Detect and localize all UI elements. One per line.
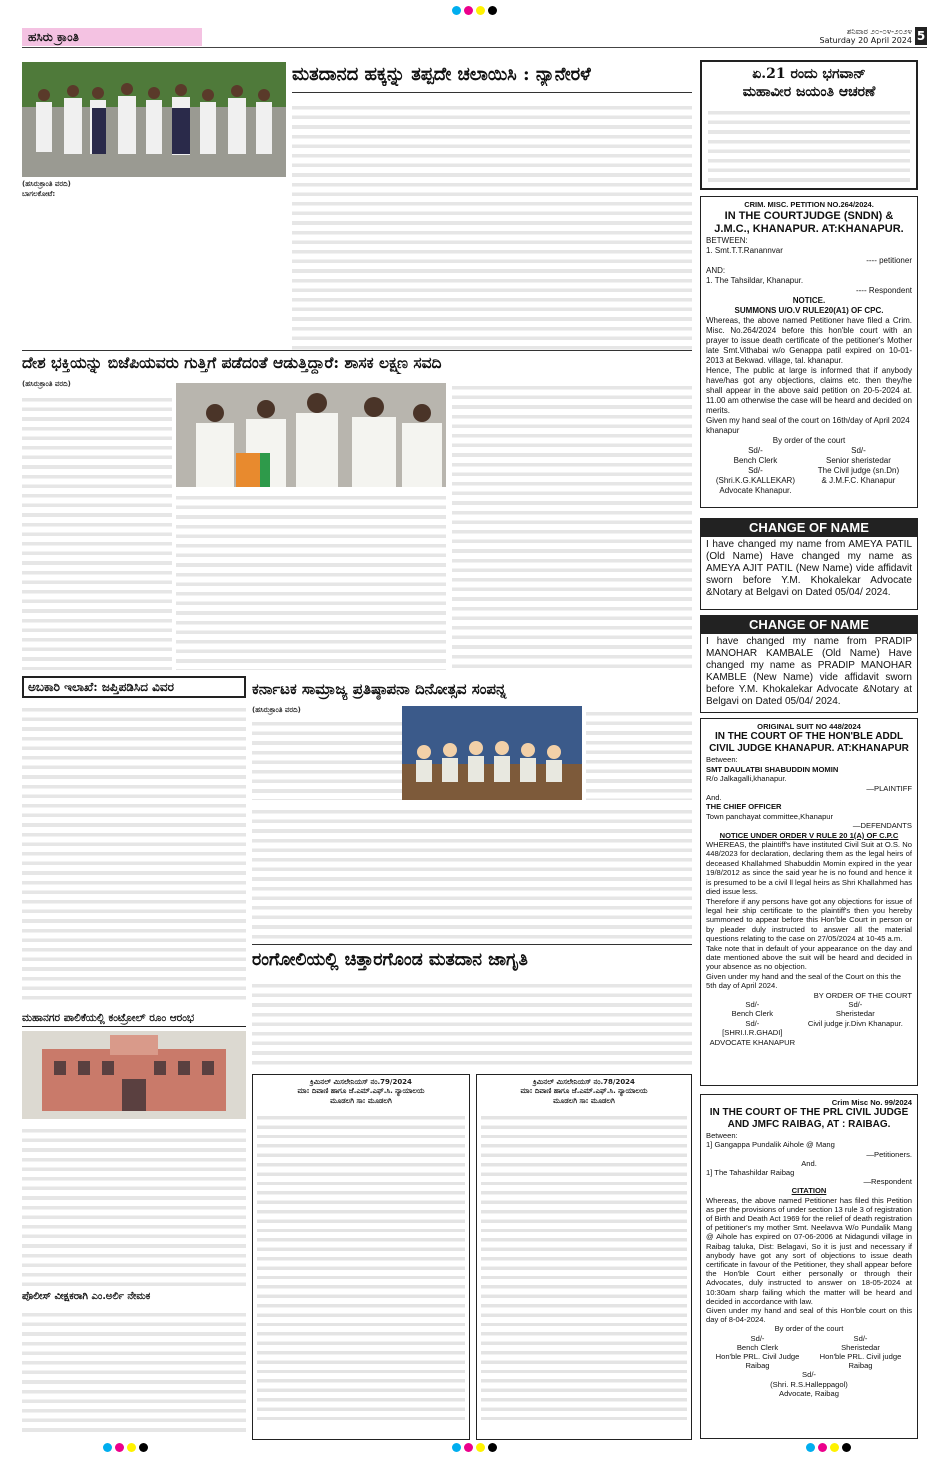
- p264-respondent-tag: ---- Respondent: [855, 286, 912, 295]
- s448-body2: Therefore if any persons have got any objections for issue of legal heir ship certificate to the plaintiff's then you hereby summoned to appear before this Hon'ble Court in person or by pleader duly instructed to answer all the material questions relating to the case on 27/05/2024 at 10-45 a.m.: [706, 896, 912, 944]
- rangoli-headline: ರಂಗೋಲಿಯಲ್ಲಿ ಚಿತ್ತಾರಗೊಂಡ ಮತದಾನ ಜಾಗೃತಿ: [252, 950, 528, 970]
- p264-court: IN THE COURTJUDGE (SNDN) & J.M.C., KHANAPUR. AT:KHANAPUR.: [714, 210, 904, 235]
- m99-order: By order of the court: [774, 1324, 844, 1334]
- reg-mark-magenta: [115, 1443, 124, 1452]
- m99-raibag-1: Raibag: [745, 1361, 770, 1371]
- misc-99-notice: [700, 1094, 918, 1439]
- control-room-box: [22, 1010, 246, 1440]
- page-number: 5: [916, 29, 926, 43]
- reg-mark-magenta: [818, 1443, 827, 1452]
- s448-defendant-tag: —DEFENDANTS: [852, 821, 912, 831]
- control-room-headline: ಮಹಾನಗರ ಪಾಲಿಕೆಯಲ್ಲಿ ಕಂಟ್ರೋಲ್ ರೂಂ ಆರಂಭ: [22, 1010, 246, 1027]
- date-kannada: ಶನಿವಾರ ೨೦-೦೪-೨೦೨೪: [846, 27, 912, 36]
- m99-court: IN THE COURT OF THE PRL CIVIL JUDGE AND JMFC RAIBAG, AT : RAIBAG.: [709, 1107, 909, 1131]
- m99-respondent-tag: —Respondent: [863, 1177, 912, 1187]
- s448-civil-judge: Civil judge jr.Divn Khanapur.: [807, 1018, 903, 1028]
- divider: [252, 944, 692, 945]
- paper-name: ಹಸಿರು ಕ್ರಾಂತಿ: [22, 28, 202, 46]
- m99-body1: Whereas, the above named Petitioner has filed this Petition as per the provisions of under section 13 rule 3 of registration of Birth and Death Act 1969 for the relief of death registration of petitioner's my mother Smt. Neelavva W/o Pundalik Mang @ Aihole has expired on 07-06-2006 at Nidagundi village in Raibag taluka, Dist: Belagavi, So it is just and necessary if anybody have got any sort of objections to issue death certificate in favour of the Petitioner, they shall appear before the Hon'ble Court either personally or through their Advocates, duly instructed to answer on 18-05-2024 at 10:30am sharp failing which the matter will be heard and decided in accordance with law.: [706, 1195, 912, 1306]
- reg-mark-magenta: [464, 6, 473, 15]
- reg-mark-yellow: [476, 6, 485, 15]
- reg-mark-yellow: [830, 1443, 839, 1452]
- police-headline: ಪೊಲೀಸ್ ವೀಕ್ಷಕರಾಗಿ ಎಂ.ಅರ್ಲಿ ನೇಮಕ: [22, 1291, 151, 1302]
- k79-court: ಮಾ: ದಿವಾಣಿ ಹಾಗೂ ಜೆ.ಎಮ್.ಎಫ್.ಸಿ. ನ್ಯಾಯಾಲಯ: [297, 1087, 425, 1096]
- p264-jmfc: & J.M.F.C. Khanapur: [821, 476, 896, 485]
- k78-body: [481, 1110, 687, 1426]
- reg-mark-black: [488, 6, 497, 15]
- karnataka-body-1: [252, 716, 402, 800]
- m99-signatures: [706, 1334, 912, 1371]
- k79-place: ಮೂಡಲಗಿ ಸಾ: ಮೂಡಲಗಿ: [330, 1096, 392, 1105]
- rally-stage-photo: [176, 383, 446, 487]
- s448-sd-3: Sd/-: [848, 999, 863, 1009]
- s448-body1: WHEREAS, the plaintiff's have instituted Civil Suit at O.S. No 448/2023 for declaration, declaring them as the legal heirs of deceased Khallahmed Shabuddin Momin expired in the year 19/8/2012 as since the said year he is no found and hence it is presumed to be a civil ll legal heirs as Shri Khallahmed has died issue less.: [706, 840, 912, 897]
- k78-title: ಕ್ರಿಮಿನಲ್ ಮಿಸಲೇನಿಯಸ್ ನಂ.78/2024: [533, 1078, 635, 1086]
- mahavir-headline-2: ಮಹಾವೀರ ಜಯಂತಿ ಆಚರಣೆ: [742, 84, 876, 100]
- masthead: [22, 27, 927, 48]
- voting-right-place: ಬಾಗಲಕೋಟೆ:: [22, 189, 56, 198]
- k78-court: ಮಾ: ದಿವಾಣಿ ಹಾಗೂ ಜೆ.ಎಮ್.ಎಫ್.ಸಿ. ನ್ಯಾಯಾಲಯ: [520, 1087, 648, 1096]
- s448-bench-clerk: Bench Clerk: [731, 1009, 774, 1019]
- m99-body2: Given under my hand and seal of this Hon'ble court on this day of 8-04-2024.: [706, 1306, 912, 1325]
- voting-right-body: [22, 180, 288, 350]
- voting-right-source: (ಹಸಿರುಕ್ರಾಂತಿ ವರದಿ): [22, 180, 71, 188]
- change-of-name-1: [700, 518, 918, 610]
- p264-senior-sheristedar: Senior sheristedar: [825, 456, 891, 465]
- excise-headline: ಅಬಕಾರಿ ಇಲಾಖೆ: ಜಪ್ತಿಪಡಿಸಿದ ವಿವರ: [22, 676, 246, 698]
- p264-civil-judge: The Civil judge (sn.Dn): [817, 466, 900, 475]
- s448-between: Between:: [706, 755, 738, 765]
- k78-place: ಮೂಡಲಗಿ ಸಾ: ಮೂಡಲಗಿ: [553, 1096, 615, 1105]
- p264-respondent: 1. The Tahsildar, Khanapur.: [706, 276, 804, 285]
- s448-defendant: THE CHIEF OFFICER: [706, 802, 782, 812]
- building-photo: [22, 1031, 246, 1119]
- m99-sd-3: Sd/-: [802, 1370, 816, 1380]
- p264-notice: NOTICE.: [792, 296, 826, 305]
- karnataka-headline: ಕರ್ನಾಟಕ ಸಾಮ್ರಾಜ್ಯ ಪ್ರತಿಷ್ಠಾಪನಾ ದಿನೋತ್ಸವ ಸಂಪನ್ನ: [252, 680, 507, 698]
- reg-mark-cyan: [103, 1443, 112, 1452]
- m99-advocate: (Shri. R.S.Halleppagol): [770, 1379, 848, 1389]
- date-block: [767, 27, 927, 47]
- s448-sheristedar: Sheristedar: [835, 1009, 875, 1019]
- k79-body: [257, 1110, 465, 1426]
- s448-sd-1: Sd/-: [745, 999, 760, 1009]
- m99-and: And.: [801, 1158, 817, 1168]
- m99-between: Between:: [706, 1131, 738, 1141]
- voting-right-headline: ಮತದಾನದ ಹಕ್ಕನ್ನು ತಪ್ಪದೇ ಚಲಾಯಿಸಿ : ನ್ಯಾನೇರಳೆ: [292, 64, 591, 85]
- reg-mark-black: [488, 1443, 497, 1452]
- reg-mark-yellow: [476, 1443, 485, 1452]
- s448-order: BY ORDER OF THE COURT: [813, 990, 912, 1000]
- reg-mark-cyan: [452, 6, 461, 15]
- karnataka-body-2: [586, 706, 692, 800]
- change-of-name-2: [700, 615, 918, 713]
- m99-sd-1: Sd/-: [750, 1333, 765, 1343]
- k79-title: ಕ್ರಿಮಿನಲ್ ಮಿಸಲೇನಿಯಸ್ ನಂ.79/2024: [310, 1078, 412, 1086]
- p264-order: By order of the court: [772, 436, 846, 445]
- excise-box: [22, 676, 246, 1006]
- mahavir-headline-1: ಏ.21 ರಂದು ಭಗವಾನ್: [752, 66, 866, 82]
- m99-sd-2: Sd/-: [853, 1333, 868, 1343]
- patriotism-body: [22, 392, 172, 670]
- patriotism-headline: ದೇಶ ಭಕ್ತಿಯನ್ನು ಬಿಜೆಪಿಯವರು ಗುತ್ತಿಗೆ ಪಡೆದಂತೆ ಆಡುತ್ತಿದ್ದಾರೆ: ಶಾಸಕ ಲಕ್ಷ್ಮಣ ಸವದಿ: [22, 353, 442, 372]
- ceremony-photo-art: [402, 706, 582, 800]
- change1-title: CHANGE OF NAME: [701, 519, 917, 537]
- stage-photo-art: [176, 383, 446, 487]
- p264-petitioner: 1. Smt.T.T.Ranannvar: [706, 246, 783, 255]
- kannada-notice-78: [476, 1074, 692, 1440]
- m99-sheristedar: Sheristedar: [841, 1342, 880, 1352]
- reg-mark-magenta: [464, 1443, 473, 1452]
- p264-body2: Hence, The public at large is informed that if anybody have/has got any objections, claims etc. then they/he shall appear in the above said petition on 20-5-2024 at. 11.00 am otherwise the case will be heard and decided on merits.: [706, 366, 912, 415]
- m99-prl1: Hon'ble PRL. Civil Judge: [715, 1352, 800, 1362]
- p264-sd-3: Sd/-: [851, 446, 866, 455]
- kannada-notice-79: [252, 1074, 470, 1440]
- reg-mark-black: [842, 1443, 851, 1452]
- s448-defendant-addr: Town panchayat committee,Khanapur: [706, 811, 834, 821]
- s448-plaintiff-tag: —PLAINTIFF: [866, 783, 912, 793]
- mahavir-body: [708, 105, 910, 185]
- date-english: Saturday 20 April 2024: [819, 36, 912, 45]
- s448-signatures: [706, 1000, 912, 1047]
- reg-mark-cyan: [806, 1443, 815, 1452]
- karnataka-body-3: [252, 804, 692, 942]
- patriotism-source: (ಹಸಿರುಕ್ರಾಂತಿ ವರದಿ): [22, 380, 71, 388]
- reg-mark-cyan: [452, 1443, 461, 1452]
- ceremony-photo: [402, 706, 582, 800]
- s448-and: And.: [706, 793, 722, 803]
- m99-petitioner-tag: —Petitioners.: [866, 1149, 912, 1159]
- rally-photo: [22, 62, 286, 177]
- p264-signatures: [706, 446, 912, 496]
- rangoli-body: [252, 978, 692, 1070]
- mahavir-box: [700, 60, 918, 190]
- petition-264-notice: [700, 196, 918, 508]
- s448-notice: NOTICE UNDER ORDER V RULE 20 1(A) OF C.P.C: [719, 830, 899, 840]
- p264-sd-1: Sd/-: [748, 446, 763, 455]
- s448-sd-2: Sd/-: [745, 1018, 760, 1028]
- s448-advocate-place: ADVOCATE KHANAPUR: [709, 1037, 796, 1047]
- reg-mark-black: [139, 1443, 148, 1452]
- m99-respondent: 1] The Tahashildar Raibag: [706, 1168, 795, 1178]
- patriotism-body-3: [452, 380, 692, 670]
- police-body: [22, 1307, 246, 1437]
- building-photo-art: [22, 1031, 246, 1119]
- p264-body1: Whereas, the above named Petitioner have filed a Crim. Misc. No.264/2024 before this hon'ble court with an prayer to issue death certificate of the petitioner's Mother late Smt.Vithabai w/o Genappa patil expired on 10-01-2013 at Bekwad. village, tal. khanapur.: [706, 316, 912, 365]
- s448-address: R/o Jalkagalli,khanapur.: [706, 774, 787, 784]
- m99-bench-clerk: Bench Clerk: [736, 1342, 779, 1352]
- rally-photo-art: [22, 62, 286, 177]
- reg-mark-yellow: [127, 1443, 136, 1452]
- s448-court: IN THE COURT OF THE HON'BLE ADDL CIVIL JUDGE KHANAPUR. AT:KHANAPUR: [709, 731, 909, 755]
- karnataka-source: (ಹಸಿರುಕ್ರಾಂತಿ ವರದಿ): [252, 706, 301, 714]
- change2-body: I have changed my name from PRADIP MANOHAR KAMBALE (Old Name) Have changed my name as PRADIP MANOHAR KAMBLE (New Name) vide affidavit sworn before Y.M. Khokalekar Advocate &Notary at Belgavi on Dated 05/04/ 2024.: [706, 636, 912, 707]
- p264-bench-clerk: Bench Clerk: [733, 456, 778, 465]
- p264-between: BETWEEN:: [706, 236, 748, 245]
- m99-raibag-2: Raibag: [848, 1361, 873, 1371]
- m99-advocate-place: Advocate, Raibag: [779, 1388, 839, 1398]
- change2-title: CHANGE OF NAME: [701, 616, 917, 634]
- s448-plaintiff: SMT DAULATBI SHABUDDIN MOMIN: [706, 764, 839, 774]
- m99-citation: CITATION: [791, 1186, 827, 1196]
- voting-right-body-2: [292, 100, 692, 350]
- p264-petitioner-tag: ---- petitioner: [866, 256, 912, 265]
- p264-advocate: (Shri.K.G.KALLEKAR): [715, 476, 795, 485]
- p264-and: AND:: [706, 266, 726, 275]
- excise-body: [22, 702, 246, 1002]
- divider: [292, 92, 692, 93]
- s448-title: ORIGINAL SUIT NO 448/2024: [757, 722, 861, 731]
- p264-body3: Given my hand seal of the court on 16th/day of April 2024 khanapur: [706, 416, 910, 435]
- s448-body4: Given under my hand and the seal of the Court on this the 5th day of April 2024.: [706, 971, 902, 991]
- patriotism-body-2: [176, 490, 446, 670]
- s448-body3: Take note that in default of your appearance on the day and date mentioned above the suit will be heard and decided in your absence as no objection.: [706, 943, 912, 972]
- p264-summons: SUMMONS U/O.V RULE20(A1) OF CPC.: [734, 306, 884, 315]
- control-room-body: [22, 1123, 246, 1289]
- m99-prl2: Hon'ble PRL. Civil judge: [819, 1352, 902, 1362]
- change1-body: I have changed my name from AMEYA PATIL (Old Name) Have changed my name as AMEYA AJIT PATIL (New Name) vide affidavit sworn before Y.M. Khokalekar Advocate &Notary at Belgavi on Dated 05/04/ 2024.: [706, 539, 912, 598]
- p264-title: CRIM. MISC. PETITION NO.264/2024.: [744, 200, 874, 209]
- s448-advocate: [SHRI.I.R.GHADI]: [722, 1028, 783, 1038]
- m99-title: Crim Misc No. 99/2024: [831, 1098, 912, 1107]
- divider: [22, 350, 692, 351]
- suit-448-notice: [700, 718, 918, 1086]
- p264-sd-2: Sd/-: [748, 466, 763, 475]
- m99-petitioner: 1] Gangappa Pundalik Aihole @ Mang: [706, 1140, 835, 1150]
- p264-advocate-place: Advocate Khanapur.: [719, 486, 792, 495]
